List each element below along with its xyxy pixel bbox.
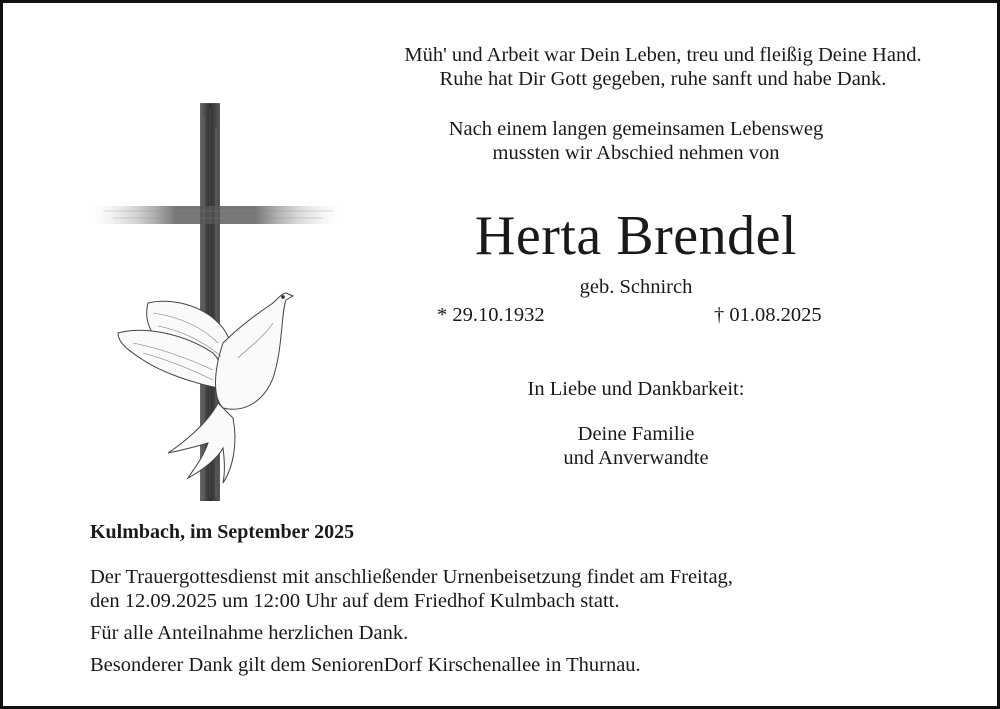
service-line: den 12.09.2025 um 12:00 Uhr auf dem Friedhof Kulmbach statt. xyxy=(90,590,620,612)
service-line: Der Trauergottesdienst mit anschließender Urnenbeisetzung findet am Freitag, xyxy=(90,566,733,588)
intro-text xyxy=(251,117,1000,165)
signers xyxy=(251,422,1000,470)
memorial-verse xyxy=(278,43,1000,91)
intro-line: Nach einem langen gemeinsamen Lebensweg xyxy=(448,118,824,140)
verse-line: Ruhe hat Dir Gott gegeben, ruhe sanft und habe Dank. xyxy=(439,68,887,90)
verse-line: Müh' und Arbeit war Dein Leben, treu und fleißig Deine Hand. xyxy=(404,44,922,66)
death-date: † 01.08.2025 xyxy=(714,304,822,326)
service-notice xyxy=(90,565,733,685)
signer-line: Deine Familie xyxy=(577,423,695,445)
closing-thanks: In Liebe und Dankbarkeit: xyxy=(527,378,745,400)
intro-line: mussten wir Abschied nehmen von xyxy=(492,142,780,164)
birth-date: * 29.10.1932 xyxy=(437,304,545,326)
special-thanks: Besonderer Dank gilt dem SeniorenDorf Kirschenallee in Thurnau. xyxy=(90,654,641,676)
place-and-date: Kulmbach, im September 2025 xyxy=(90,521,355,543)
general-thanks: Für alle Anteilnahme herzlichen Dank. xyxy=(90,622,409,644)
deceased-name: Herta Brendel xyxy=(474,205,798,267)
signer-line: und Anverwandte xyxy=(563,447,709,469)
service-info xyxy=(90,565,733,613)
maiden-name: geb. Schnirch xyxy=(579,276,693,298)
